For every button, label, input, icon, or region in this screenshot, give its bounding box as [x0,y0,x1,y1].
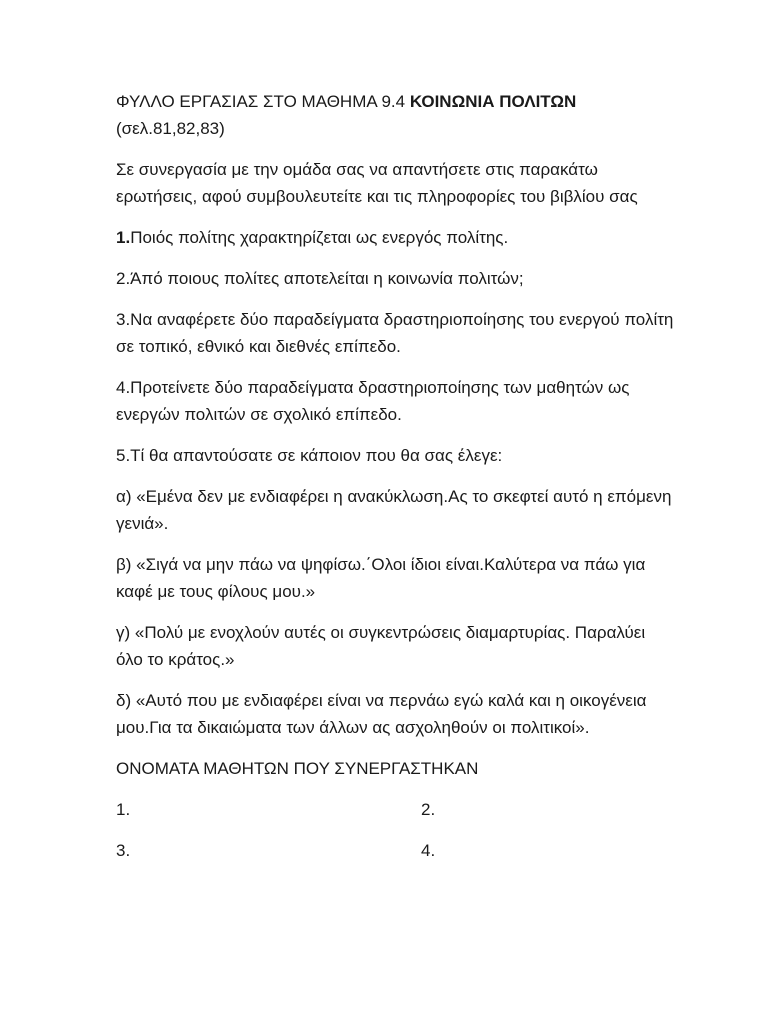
quote-b: β) «Σιγά να μην πάω να ψηφίσω.΄Ολοι ίδιοι είναι.Καλύτερα να πάω για καφέ με τους φίλους μου.» [116,555,646,601]
quote-a: α) «Εμένα δεν με ενδιαφέρει η ανακύκλωση.Ας το σκεφτεί αυτό η επόμενη γενιά». [116,487,672,533]
question-5: 5.Τί θα απαντούσατε σε κάποιον που θα σας έλεγε: [116,446,503,465]
question-2: 2.Άπό ποιους πολίτες αποτελείται η κοινωνία πολιτών; [116,269,524,288]
question-4: 4.Προτείνετε δύο παραδείγματα δραστηριοποίησης των μαθητών ως ενεργών πολιτών σε σχολικό επίπεδο. [116,378,630,424]
worksheet-title [116,88,676,142]
name-slot-2: 2. [421,800,436,819]
title-prefix: ΦΥΛΛΟ ΕΡΓΑΣΙΑΣ ΣΤΟ ΜΑΘΗΜΑ 9.4 [116,92,410,111]
quote-c: γ) «Πολύ με ενοχλούν αυτές οι συγκεντρώσεις διαμαρτυρίας. Παραλύει όλο το κράτος.» [116,623,646,669]
question-1-text: Ποιός πολίτης χαρακτηρίζεται ως ενεργός πολίτης. [130,228,509,247]
question-3: 3.Να αναφέρετε δύο παραδείγματα δραστηριοποίησης του ενεργού πολίτη σε τοπικό, εθνικό και διεθνές επίπεδο. [116,310,674,356]
name-slot-4: 4. [421,841,436,860]
quote-d: δ) «Αυτό που με ενδιαφέρει είναι να περνάω εγώ καλά και η οικογένεια μου.Για τα δικαιώματα των άλλων ας ασχοληθούν οι πολιτικοί». [116,691,647,737]
intro-text: Σε συνεργασία με την ομάδα σας να απαντήσετε στις παρακάτω ερωτήσεις, αφού συμβουλευτείτε και τις πληροφορίες του βιβλίου σας [116,160,638,206]
names-row-1 [116,796,676,823]
name-slot-3: 3. [116,841,131,860]
names-heading: ΟΝΟΜΑΤΑ ΜΑΘΗΤΩΝ ΠΟΥ ΣΥΝΕΡΓΑΣΤΗΚΑΝ [116,759,479,778]
name-slot-1: 1. [116,800,131,819]
worksheet-page [116,88,676,878]
names-row-2 [116,837,676,864]
question-1-number: 1. [116,228,131,247]
question-1 [116,224,676,251]
title-pages: (σελ.81,82,83) [116,119,225,138]
title-topic: ΚΟΙΝΩΝΙΑ ΠΟΛΙΤΩΝ [409,92,577,111]
